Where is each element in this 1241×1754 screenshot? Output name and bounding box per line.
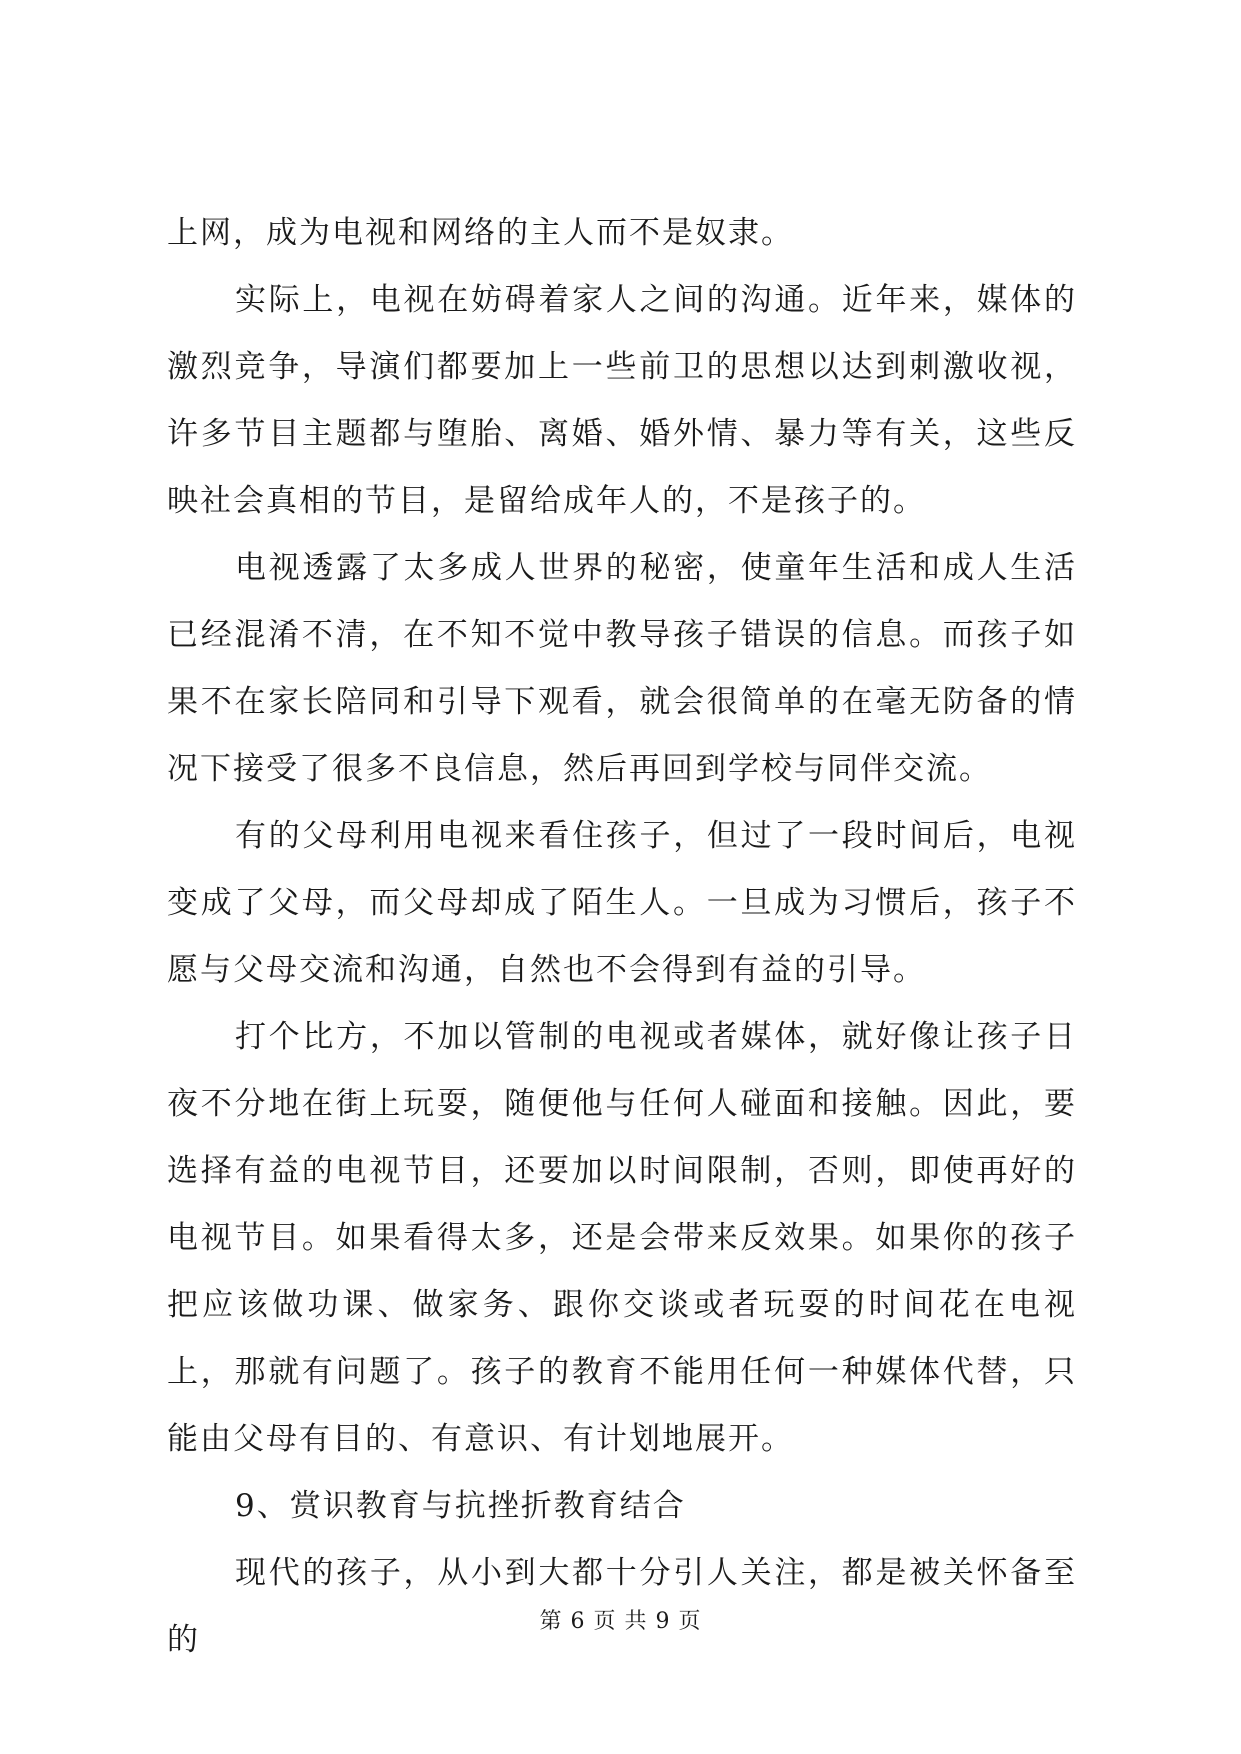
section-heading: 9、赏识教育与抗挫折教育结合 <box>235 1488 686 1524</box>
document-body <box>167 200 1077 1674</box>
paragraph-2: 实际上，电视在妨碍着家人之间的沟通。近年来，媒体的激烈竞争，导演们都要加上一些前卫的思想以达到刺激收视，许多节目主题都与堕胎、离婚、婚外情、暴力等有关，这些反映社会真相的节目，是留给成年人的，不是孩子的。 <box>167 282 1077 519</box>
paragraph-1: 上网，成为电视和网络的主人而不是奴隶。 <box>167 215 794 251</box>
paragraph-6: 现代的孩子，从小到大都十分引人关注，都是被关怀备至的 <box>167 1555 1077 1658</box>
paragraph-3: 电视透露了太多成人世界的秘密，使童年生活和成人生活已经混淆不清，在不知不觉中教导孩子错误的信息。而孩子如果不在家长陪同和引导下观看，就会很简单的在毫无防备的情况下接受了很多不良信息，然后再回到学校与同伴交流。 <box>167 550 1077 787</box>
paragraph-5: 打个比方，不加以管制的电视或者媒体，就好像让孩子日夜不分地在街上玩耍，随便他与任何人碰面和接触。因此，要选择有益的电视节目，还要加以时间限制，否则，即使再好的电视节目。如果看得太多，还是会带来反效果。如果你的孩子把应该做功课、做家务、跟你交谈或者玩耍的时间花在电视上，那就有问题了。孩子的教育不能用任何一种媒体代替，只能由父母有目的、有意识、有计划地展开。 <box>167 1019 1077 1457</box>
paragraph-4: 有的父母利用电视来看住孩子，但过了一段时间后，电视变成了父母，而父母却成了陌生人。一旦成为习惯后，孩子不愿与父母交流和沟通，自然也不会得到有益的引导。 <box>167 818 1077 988</box>
page-number-footer: 第 6 页 共 9 页 <box>539 1609 702 1634</box>
